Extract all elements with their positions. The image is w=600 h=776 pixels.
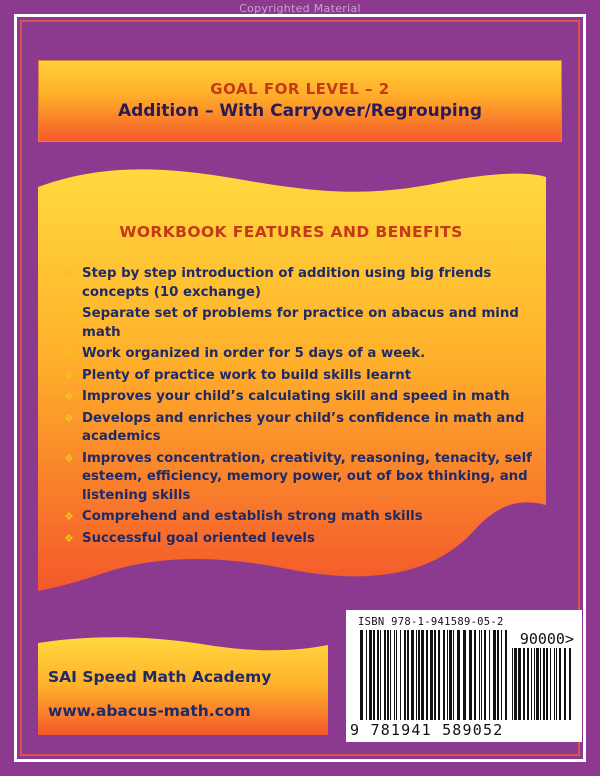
barcode-bar (554, 648, 555, 720)
barcode-bar (559, 648, 561, 720)
barcode-bar (512, 648, 513, 720)
barcode-bar (479, 630, 480, 720)
list-item (64, 410, 534, 447)
features-heading: WORKBOOK FEATURES AND BENEFITS (119, 223, 463, 241)
barcode-bar (416, 630, 417, 720)
barcode-bar (426, 630, 428, 720)
barcode-panel (346, 610, 582, 742)
barcode-bar (434, 630, 436, 720)
barcode-bar (501, 630, 502, 720)
copyright-watermark: Copyrighted Material (239, 2, 361, 15)
goal-subtitle: Addition – With Carryover/Regrouping (117, 101, 483, 121)
barcode-addon-bars (512, 648, 574, 720)
list-item (64, 450, 534, 506)
price-code-value: 90000 (519, 630, 565, 648)
barcode-bar (457, 630, 460, 720)
academy-name: SAI Speed Math Academy (48, 668, 272, 686)
diamond-star-icon: ❖ (64, 267, 74, 280)
diamond-star-icon: ❖ (64, 347, 74, 360)
barcode-bar (540, 648, 541, 720)
price-code-arrow: > (564, 630, 574, 648)
diamond-star-icon: ❖ (64, 307, 74, 320)
barcode-bar (514, 648, 517, 720)
barcode-bar (474, 630, 476, 720)
diamond-star-icon: ❖ (64, 390, 74, 403)
barcode-bars (360, 630, 510, 720)
feature-text: Comprehend and establish strong math skills (82, 509, 423, 524)
goal-banner (38, 60, 562, 142)
barcode-bar (497, 630, 499, 720)
feature-text: Work organized in order for 5 days of a week. (82, 346, 426, 361)
diamond-star-icon: ❖ (64, 368, 74, 382)
barcode-bar (407, 630, 409, 720)
barcode-bar (484, 630, 486, 720)
barcode-bar (543, 648, 545, 720)
barcode-bar (430, 630, 433, 720)
barcode-bar (449, 630, 452, 720)
barcode-bar (443, 630, 445, 720)
list-item (64, 388, 534, 407)
footer-panel (38, 635, 328, 735)
feature-text: Improves your child’s calculating skill and speed in math (82, 389, 510, 404)
barcode-bar (384, 630, 386, 720)
barcode-bar (366, 630, 367, 720)
barcode-bar (421, 630, 424, 720)
feature-text: Successful goal oriented levels (82, 530, 315, 546)
barcode-bar (390, 630, 391, 720)
features-panel (38, 165, 562, 595)
barcode-bar (564, 648, 566, 720)
feature-text: Separate set of problems for practice on abacus and mind math (82, 306, 519, 340)
barcode-bar (373, 630, 375, 720)
feature-text: Develops and enriches your child’s confidence in math and academics (82, 410, 525, 444)
barcode-bar (400, 630, 401, 720)
barcode-bar (523, 648, 525, 720)
barcode-bar (438, 630, 440, 720)
barcode-digits: 9 781941 589052 (350, 721, 504, 739)
barcode-bar (556, 648, 557, 720)
list-item (64, 508, 534, 527)
barcode-bar (463, 630, 466, 720)
diamond-star-icon: ❖ (64, 411, 74, 425)
price-code (520, 630, 574, 648)
list-item (64, 265, 534, 302)
barcode-bar (534, 648, 535, 720)
barcode-bar (493, 630, 496, 720)
feature-list (64, 265, 534, 551)
barcode-bar (469, 630, 472, 720)
list-item (64, 345, 534, 364)
barcode-bar (505, 630, 507, 720)
barcode-bar (394, 630, 395, 720)
barcode-bar (377, 630, 379, 720)
barcode-bar (411, 630, 414, 720)
barcode-bar (518, 648, 521, 720)
barcode-bar (481, 630, 482, 720)
feature-text: Step by step introduction of addition using big friends concepts (10 exchange) (82, 266, 492, 300)
barcode-bar (489, 630, 490, 720)
barcode-bar (546, 648, 548, 720)
list-item (64, 367, 534, 386)
barcode-bar (550, 648, 551, 720)
list-item (64, 305, 534, 342)
diamond-star-icon: ❖ (64, 451, 74, 465)
list-item (64, 530, 534, 549)
barcode-bar (387, 630, 389, 720)
barcode-bar (569, 648, 571, 720)
barcode-bar (536, 648, 539, 720)
barcode-bar (527, 648, 529, 720)
isbn-label: ISBN 978-1-941589-05-2 (358, 616, 504, 628)
barcode-bar (396, 630, 397, 720)
barcode-bar (418, 630, 420, 720)
barcode-bar (404, 630, 406, 720)
website-url: www.abacus-math.com (48, 702, 251, 720)
barcode-bar (360, 630, 363, 720)
barcode-bar (447, 630, 448, 720)
barcode-bar (380, 630, 381, 720)
feature-text: Plenty of practice work to build skills learnt (82, 367, 412, 383)
diamond-star-icon: ❖ (64, 510, 74, 523)
barcode-bar (531, 648, 532, 720)
barcode-bar (369, 630, 372, 720)
feature-text: Improves concentration, creativity, reasoning, tenacity, self esteem, efficiency, memory power, out of box thinking, and listening skills (82, 450, 532, 503)
diamond-star-icon: ❖ (64, 531, 74, 545)
goal-title: GOAL FOR LEVEL – 2 (210, 80, 390, 98)
barcode-bar (453, 630, 454, 720)
